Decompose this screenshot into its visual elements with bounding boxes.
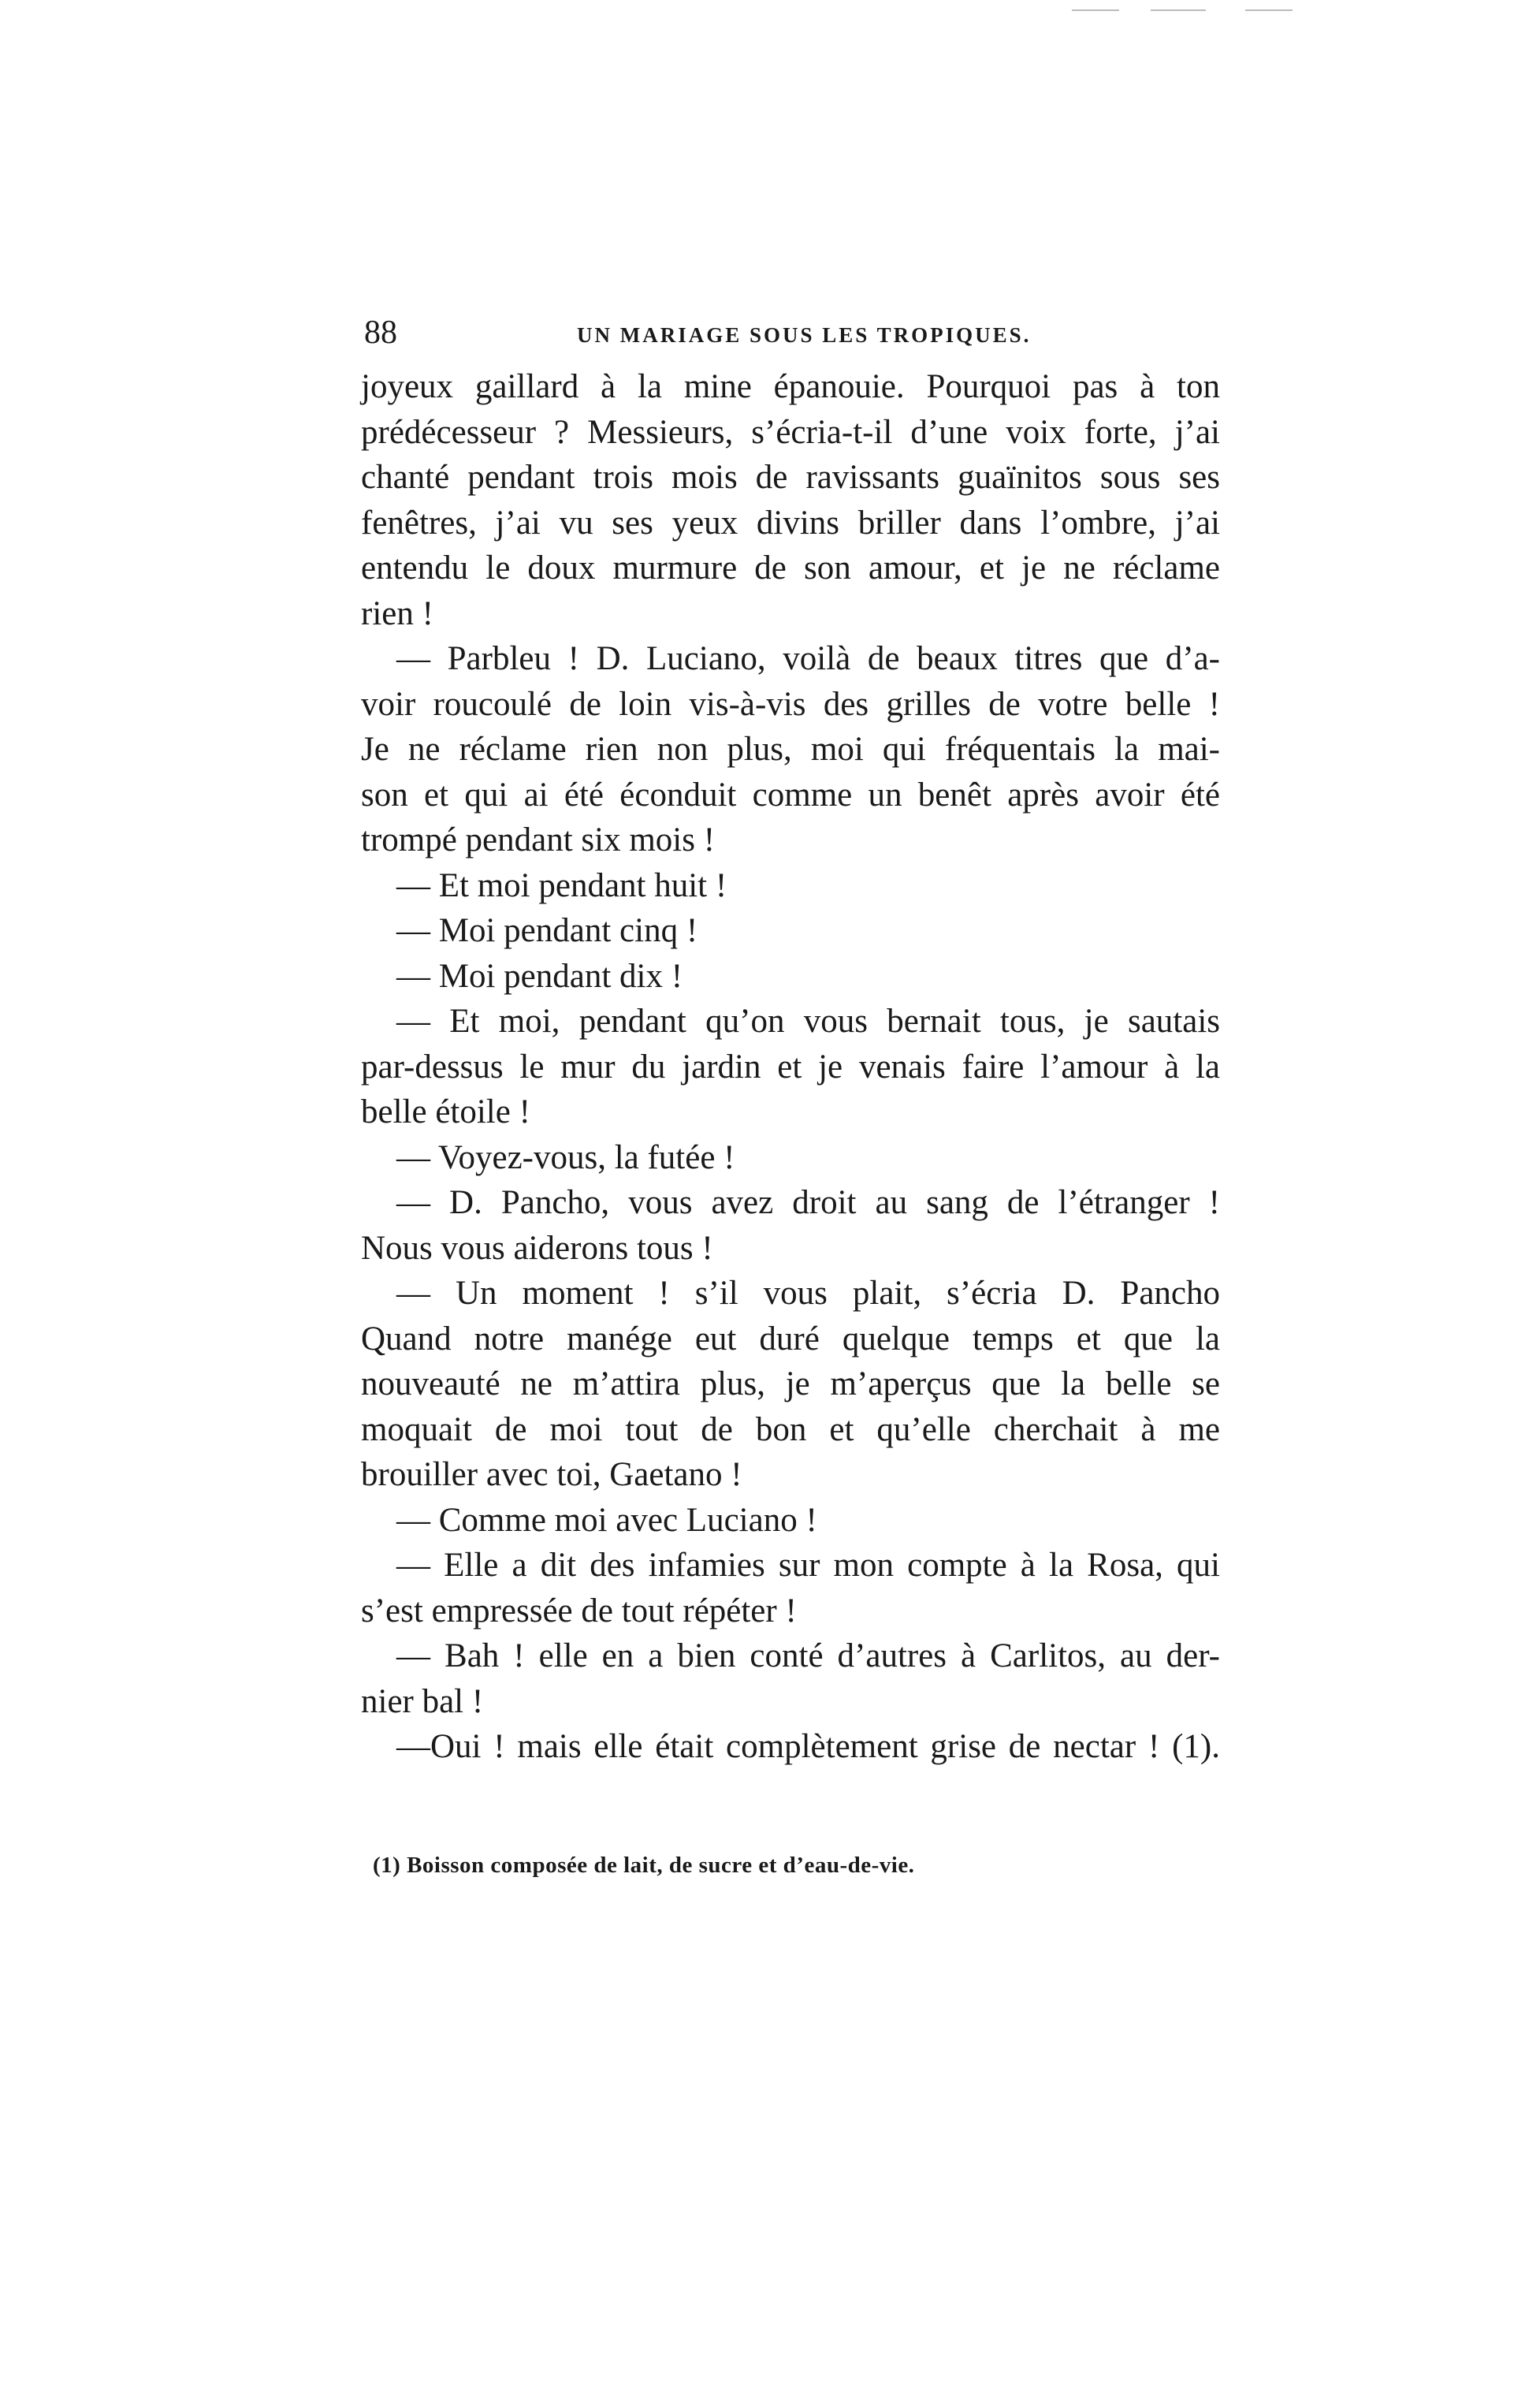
text-line: nouveauté ne m’attira plus, je m’aperçus que la belle se (361, 1365, 1220, 1402)
scan-mark (1245, 9, 1293, 11)
footnote: (1) Boisson composée de lait, de sucre et d’eau-de-vie. (373, 1853, 915, 1878)
running-title: UN MARIAGE SOUS LES TROPIQUES. (577, 323, 1032, 347)
text-line: chanté pendant trois mois de ravissants guaïnitos sous ses (361, 459, 1220, 496)
text-line: — Moi pendant dix ! (396, 957, 683, 995)
text-line: Quand notre manége eut duré quelque temps et que la (361, 1320, 1220, 1358)
page-header (364, 314, 1223, 353)
page-number: 88 (364, 315, 397, 351)
text-line: Nous vous aiderons tous ! (361, 1229, 713, 1267)
text-line: voir roucoulé de loin vis-à-vis des grilles de votre belle ! (361, 685, 1220, 723)
text-line: — Comme moi avec Luciano ! (396, 1501, 817, 1539)
text-line: —Oui ! mais elle était complètement grise de nectar ! (1). (396, 1728, 1220, 1765)
text-line: nier bal ! (361, 1682, 484, 1720)
text-line: brouiller avec toi, Gaetano ! (361, 1456, 742, 1493)
text-line: moquait de moi tout de bon et qu’elle cherchait à me (361, 1410, 1220, 1448)
text-line: — Un moment ! s’il vous plait, s’écria D. Pancho (396, 1275, 1220, 1312)
text-line: par-dessus le mur du jardin et je venais faire l’amour à la (361, 1048, 1220, 1086)
page-body (361, 364, 1220, 1770)
text-line: rien ! (361, 594, 433, 632)
text-line: — Et moi pendant huit ! (396, 866, 727, 904)
text-line: belle étoile ! (361, 1093, 530, 1130)
text-line: Je ne réclame rien non plus, moi qui fréquentais la mai- (361, 731, 1220, 768)
text-line: prédécesseur ? Messieurs, s’écria-t-il d’une voix forte, j’ai (361, 413, 1220, 451)
scan-mark (1151, 9, 1206, 11)
text-line: — Et moi, pendant qu’on vous bernait tous, je sautais (396, 1003, 1220, 1040)
text-line: — Bah ! elle en a bien conté d’autres à Carlitos, au der- (396, 1637, 1220, 1674)
text-line: entendu le doux murmure de son amour, et je ne réclame (361, 549, 1220, 587)
text-line: fenêtres, j’ai vu ses yeux divins briller dans l’ombre, j’ai (361, 504, 1220, 542)
scan-mark (1072, 9, 1119, 11)
text-line: joyeux gaillard à la mine épanouie. Pourquoi pas à ton (361, 368, 1220, 405)
text-line: son et qui ai été éconduit comme un benêt après avoir été (361, 776, 1220, 814)
text-line: — Parbleu ! D. Luciano, voilà de beaux titres que d’a- (396, 640, 1220, 677)
text-line: trompé pendant six mois ! (361, 821, 716, 858)
text-line: — Elle a dit des infamies sur mon compte à la Rosa, qui (396, 1547, 1220, 1584)
text-line: — Voyez-vous, la futée ! (396, 1138, 735, 1176)
text-line: — Moi pendant cinq ! (396, 912, 698, 949)
text-line: s’est empressée de tout répéter ! (361, 1592, 797, 1629)
text-line: — D. Pancho, vous avez droit au sang de l’étranger ! (396, 1184, 1220, 1221)
